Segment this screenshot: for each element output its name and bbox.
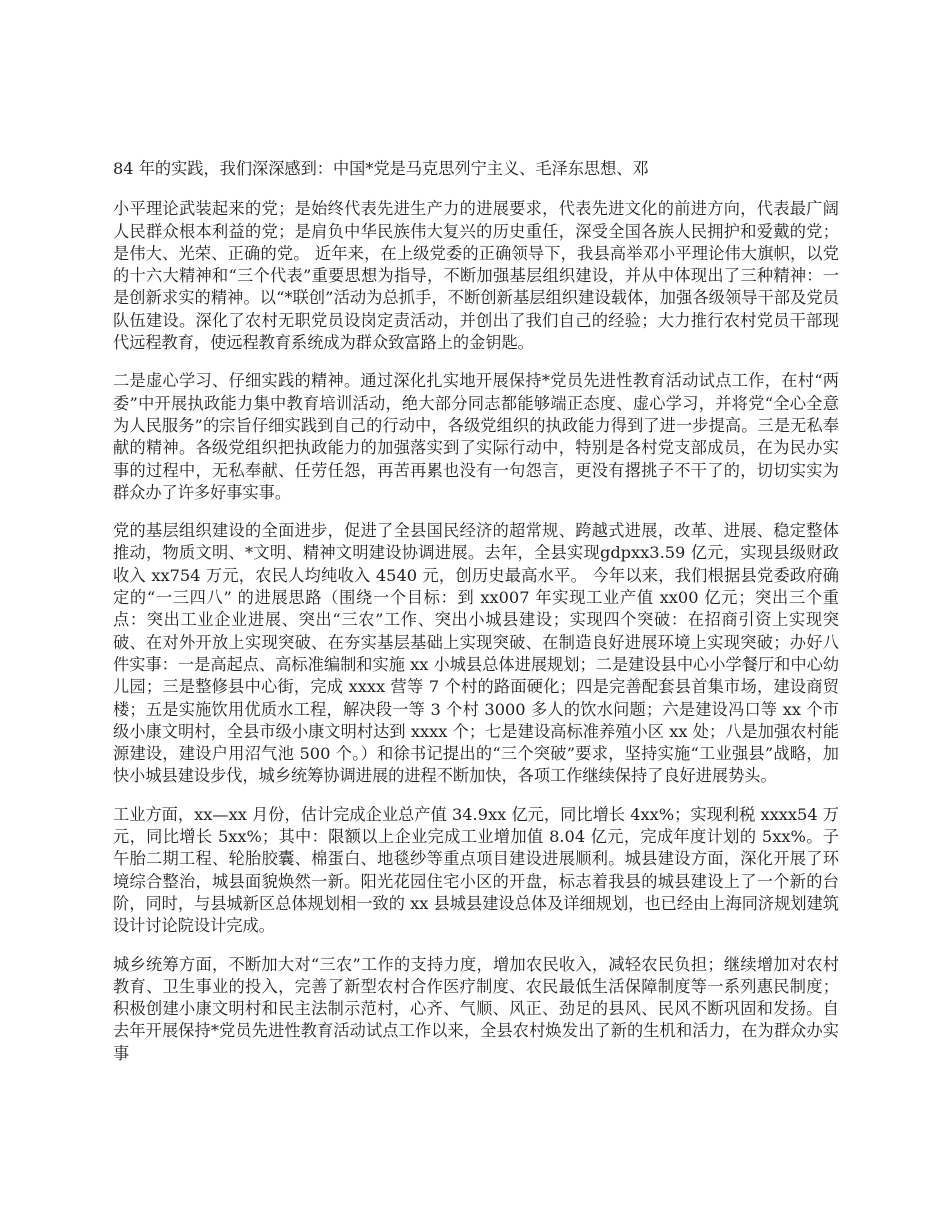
document-body	[113, 158, 839, 1081]
paragraph-3: 二是虚心学习、仔细实践的精神。通过深化扎实地开展保持*党员先进性教育活动试点工作，在村“两委”中开展执政能力集中教育培训活动，绝大部分同志都能够端正态度、虚心学习，并将党“全心全意为人民服务”的宗旨仔细实践到自己的行动中，各级党组织的执政能力得到了进一步提高。三是无私奉献的精神。各级党组织把执政能力的加强落实到了实际行动中，特别是各村党支部成员，在为民办实事的过程中，无私奉献、任劳任怨，再苦再累也没有一句怨言，更没有撂挑子不干了的，切切实实为群众办了许多好事实事。	[113, 371, 839, 502]
paragraph-6: 城乡统筹方面，不断加大对“三农”工作的支持力度，增加农民收入，减轻农民负担；继续增加对农村教育、卫生事业的投入，完善了新型农村合作医疗制度、农民最低生活保障制度等一系列惠民制度；积极创建小康文明村和民主法制示范村，心齐、气顺、风正、劲足的县风、民风不断巩固和发扬。自去年开展保持*党员先进性教育活动试点工作以来，全县农村焕发出了新的生机和活力，在为群众办实事	[113, 954, 839, 1063]
paragraph-2: 小平理论武装起来的党；是始终代表先进生产力的进展要求，代表先进文化的前进方向，代表最广阔人民群众根本利益的党；是肩负中华民族伟大复兴的历史重任，深受全国各族人民拥护和爱戴的党；是伟大、光荣、正确的党。 近年来，在上级党委的正确领导下，我县高举邓小平理论伟大旗帜，以党的十六大精神和“三个代表”重要思想为指导，不断加强基层组织建设，并从中体现出了三种精神：一是创新求实的精神。以“*联创”活动为总抓手，不断创新基层组织建设载体，加强各级领导干部及党员队伍建设。深化了农村无职党员设岗定责活动，并创出了我们自己的经验；大力推行农村党员干部现代远程教育，使远程教育系统成为群众致富路上的金钥匙。	[113, 199, 839, 353]
paragraph-5: 工业方面，xx—xx 月份，估计完成企业总产值 34.9xx 亿元，同比增长 4xx%；实现利税 xxxx54 万元，同比增长 5xx%；其中：限额以上企业完成工业增加值 8.04 亿元，完成年度计划的 5xx%。子午胎二期工程、轮胎胶囊、棉蛋白、地毯纱等重点项目建设进展顺利。城县建设方面，深化开展了环境综合整治，城县面貌焕然一新。阳光花园住宅小区的开盘，标志着我县的城县建设上了一个新的台阶，同时，与县城新区总体规划相一致的 xx 县城县建设总体及详细规划，也已经由上海同济规划建筑设计讨论院设计完成。	[113, 804, 839, 936]
paragraph-1: 84 年的实践，我们深深感到：中国*党是马克思列宁主义、毛泽东思想、邓	[113, 159, 649, 178]
paragraph-4: 党的基层组织建设的全面进步，促进了全县国民经济的超常规、跨越式进展，改革、进展、稳定整体推动，物质文明、*文明、精神文明建设协调进展。去年，全县实现gdpxx3.59 亿元，实现县级财政收入 xx754 万元，农民人均纯收入 4540 元，创历史最高水平。 今年以来，我们根据县党委政府确定的“一三四八” 的进展思路（围绕一个目标：到 xx007 年实现工业产值 xx00 亿元；突出三个重点：突出工业企业进展、突出“三农”工作、突出小城县建设；实现四个突破：在招商引资上实现突破、在对外开放上实现突破、在夯实基层基础上实现突破、在制造良好进展环境上实现突破；办好八件实事：一是高起点、高标准编制和实施 xx 小城县总体进展规划；二是建设县中心小学餐厅和中心幼儿园；三是整修县中心街，完成 xxxx 营等 7 个村的路面硬化；四是完善配套县首集市场，建设商贸楼；五是实施饮用优质水工程，解决段一等 3 个村 3000 多人的饮水问题；六是建设冯口等 xx 个市级小康文明村，全县市级小康文明村达到 xxxx 个；七是建设高标准养殖小区 xx 处；八是加强农村能源建设，建设户用沼气池 500 个。）和徐书记提出的“三个突破”要求，坚持实施“工业强县”战略，加快小城县建设步伐，城乡统筹协调进展的进程不断加快，各项工作继续保持了良好进展势头。	[113, 521, 839, 786]
